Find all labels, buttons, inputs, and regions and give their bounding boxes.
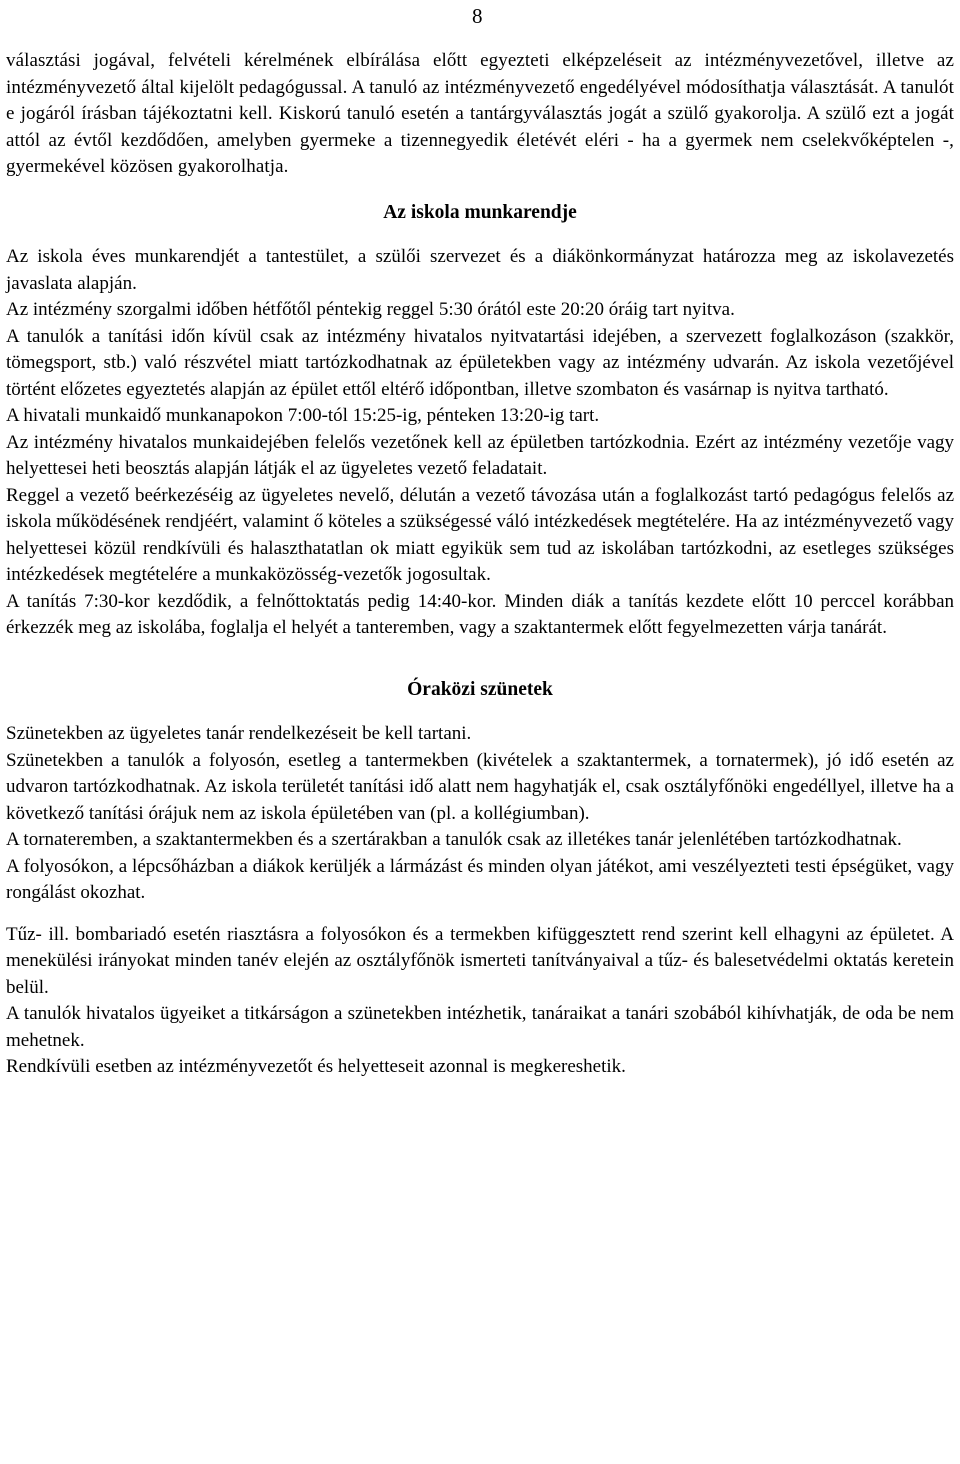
document-body	[6, 48, 954, 1081]
breaks-paragraph: Szünetekben az ügyeletes tanár rendelkezéseit be kell tartani.	[6, 723, 472, 744]
work-schedule-paragraph: A hivatali munkaidő munkanapokon 7:00-tól 15:25-ig, pénteken 13:20-ig tart.	[6, 405, 600, 426]
breaks-paragraph: A folyosókon, a lépcsőházban a diákok kerüljék a lármázást és minden olyan játékot, ami veszélyezteti testi épségüket, vagy rongálást okozhat.	[6, 855, 954, 903]
section-heading-work-schedule: Az iskola munkarendje	[383, 201, 577, 223]
breaks-paragraph: A tanulók hivatalos ügyeiket a titkárságon a szünetekben intézhetik, tanáraikat a tanári szobából kihívhatják, de oda be nem mehetnek.	[6, 1003, 954, 1051]
page-number: 8	[472, 4, 483, 28]
paragraph-spacer	[6, 907, 954, 922]
breaks-paragraph: Rendkívüli esetben az intézményvezetőt és helyetteseit azonnal is megkereshetik.	[6, 1056, 626, 1077]
work-schedule-paragraph: Az iskola éves munkarendjét a tantestület, a szülői szervezet és a diákönkormányzat határozza meg az iskolavezetés javaslata alapján.	[6, 246, 954, 294]
section-heading-breaks: Óraközi szünetek	[407, 678, 553, 700]
work-schedule-paragraph: Az intézmény hivatalos munkaidejében felelős vezetőnek kell az épületben tartózkodnia. Ezért az intézmény vezetője vagy helyettesei heti beosztás alapján látják el az ügyeletes vezető feladatait.	[6, 431, 954, 479]
work-schedule-paragraph: Reggel a vezető beérkezéséig az ügyeletes nevelő, délután a vezető távozása után a foglalkozást tartó pedagógus felelős az iskola működésének rendjéért, valamint ő köteles a szükségessé váló intézkedések megtételére. Ha az intézményvezető vagy helyettesei közül rendkívüli és halaszthatatlan ok miatt egyikük sem tud az iskolában tartózkodni, az esetleges szükséges intézkedések megtételére a munkaközösség-vezetők jogosultak.	[6, 484, 954, 585]
breaks-paragraph: Szünetekben a tanulók a folyosón, esetleg a tantermekben (kivételek a szaktantermek, a tornatermek), jó idő esetén az udvaron tartózkodhatnak. Az iskola területét tanítási idő alatt nem hagyhatják el, csak osztályfőnöki engedéllyel, illetve ha a következő tanítási órájuk nem az iskola épületében van (pl. a kollégiumban).	[6, 749, 954, 824]
breaks-paragraph: Tűz- ill. bombariadó esetén riasztásra a folyosókon és a termekben kifüggesztett rend szerint kell elhagyni az épületet. A menekülési irányokat minden tanév elején az osztályfőnök ismerteti tanítványaival a tűz- és balesetvédelmi oktatás keretein belül.	[6, 923, 954, 998]
work-schedule-paragraph: A tanulók a tanítási időn kívül csak az intézmény hivatalos nyitvatartási idejében, a szervezett foglalkozáson (szakkör, tömegsport, stb.) való részvétel miatt tartózkodhatnak az épületekben vagy az intézmény udvarán. Az iskola vezetőjével történt előzetes egyeztetés alapján az épület ettől eltérő időpontban, illetve szombaton és vasárnap is nyitva tartható.	[6, 325, 954, 400]
work-schedule-paragraph: A tanítás 7:30-kor kezdődik, a felnőttoktatás pedig 14:40-kor. Minden diák a tanítás kezdete előtt 10 perccel korábban érkezzék meg az iskolába, foglalja el helyét a tanteremben, vagy a szaktantermek előtt fegyelmezetten várja tanárát.	[6, 590, 954, 638]
intro-paragraph: választási jogával, felvételi kérelmének elbírálása előtt egyezteti elképzeléseit az intézményvezetővel, illetve az intézményvezető által kijelölt pedagógussal. A tanuló az intézményvezető engedélyével módosíthatja választását. A tanulót e jogáról írásban tájékoztatni kell. Kiskorú tanuló esetén a tantárgyválasztás jogát a szülő gyakorolja. A szülő ezt a jogát attól az évtől kezdődően, amelyben gyermeke a tizennegyedik életévét eléri - ha a gyermek nem cselekvőképtelen -, gyermekével közösen gyakorolhatja.	[6, 50, 954, 177]
breaks-paragraph: A tornateremben, a szaktantermekben és a szertárakban a tanulók csak az illetékes tanár jelenlétében tartózkodhatnak.	[6, 829, 902, 850]
work-schedule-paragraph: Az intézmény szorgalmi időben hétfőtől péntekig reggel 5:30 órától este 20:20 óráig tart nyitva.	[6, 299, 735, 320]
